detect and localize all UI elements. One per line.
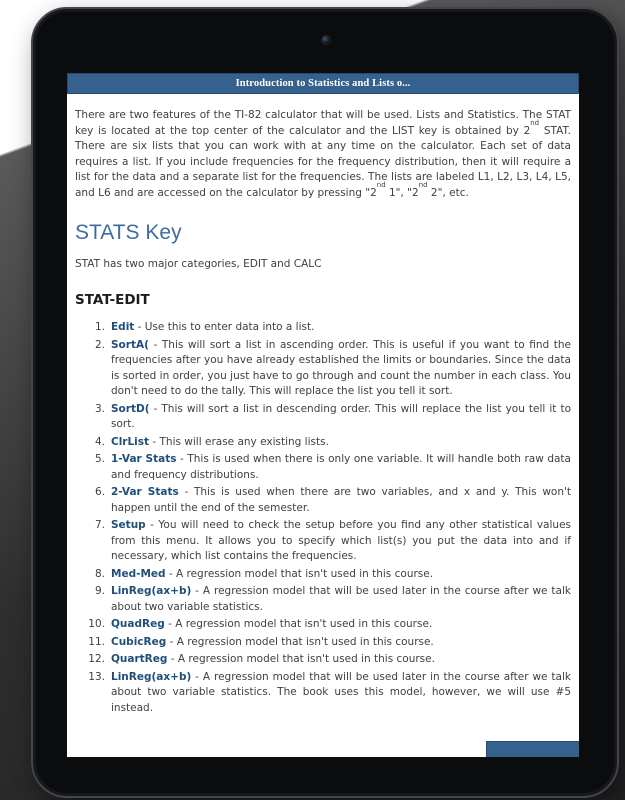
stat-edit-list <box>75 320 571 716</box>
list-item: 4. ClrList - This will erase any existing lists. <box>94 435 329 448</box>
tablet-device-frame <box>31 7 619 798</box>
list-item: 9. LinReg(ax+b) - A regression model that will be used later in the course after we talk about two variable statistics. <box>94 585 571 613</box>
list-item: 2. SortA( - This will sort a list in ascending order. This is useful if you want to find the frequencies after you have already established the limits or boundaries. Since the data is sorted in order, you just have to go through and count the number in each class. You don't need to do the tally. This will replace the list you tell it sort. <box>94 338 571 397</box>
superscript-nd: nd <box>376 181 386 189</box>
list-item: 5. 1-Var Stats - This is used when there is only one variable. It will handle both raw data and frequency distributions. <box>94 453 571 481</box>
list-item: 6. 2-Var Stats - This is used when there are two variables, and x and y. This won't happen until the end of the semester. <box>94 486 572 514</box>
stats-key-heading: STATS Key <box>75 221 182 244</box>
intro-paragraph: There are two features of the TI-82 calculator that will be used. Lists and Statistics. The STAT key is located at the top center of the calculator and the LIST key is obtained by 2nd STAT. There are six lists that you can work with at any time on the calculator. Each set of data requires a list. If you include frequencies for the frequency distribution, then it will require a list for the data and a separate list for the frequencies. The lists are labeled L1, L2, L3, L4, L5, and L6 and are accessed on the calculator by pressing "2nd 1", "2nd 2", etc. <box>75 109 571 199</box>
stat-edit-heading: STAT-EDIT <box>75 292 150 308</box>
document-content <box>67 94 579 716</box>
stats-key-subtitle: STAT has two major categories, EDIT and CALC <box>75 258 322 270</box>
document-page[interactable] <box>67 73 579 757</box>
document-title-bar <box>67 73 579 94</box>
list-item: 10. QuadReg - A regression model that isn't used in this course. <box>88 618 433 630</box>
next-page-header-sliver <box>486 741 579 757</box>
list-item: 8. Med-Med - A regression model that isn't used in this course. <box>94 567 434 580</box>
list-item: 1. Edit - Use this to enter data into a list. <box>94 321 315 333</box>
front-camera-icon <box>321 35 331 45</box>
superscript-nd: nd <box>418 181 428 189</box>
list-item: 11. CubicReg - A regression model that isn't used in this course. <box>88 635 434 648</box>
list-item: 3. SortD( - This will sort a list in descending order. This will replace the list you tell it to sort. <box>94 402 571 430</box>
list-item: 12. QuartReg - A regression model that isn't used in this course. <box>88 653 435 665</box>
superscript-nd: nd <box>530 119 540 127</box>
list-item: 13. LinReg(ax+b) - A regression model that will be used later in the course after we talk about two variable statistics. The book uses this model, however, we will use #5 instead. <box>88 670 571 714</box>
list-item: 7. Setup - You will need to check the setup before you find any other statistical values from this menu. It allows you to specify which list(s) you put the data into and if necessary, which list contains the frequencies. <box>94 519 571 562</box>
document-title: Introduction to Statistics and Lists o... <box>235 78 411 89</box>
